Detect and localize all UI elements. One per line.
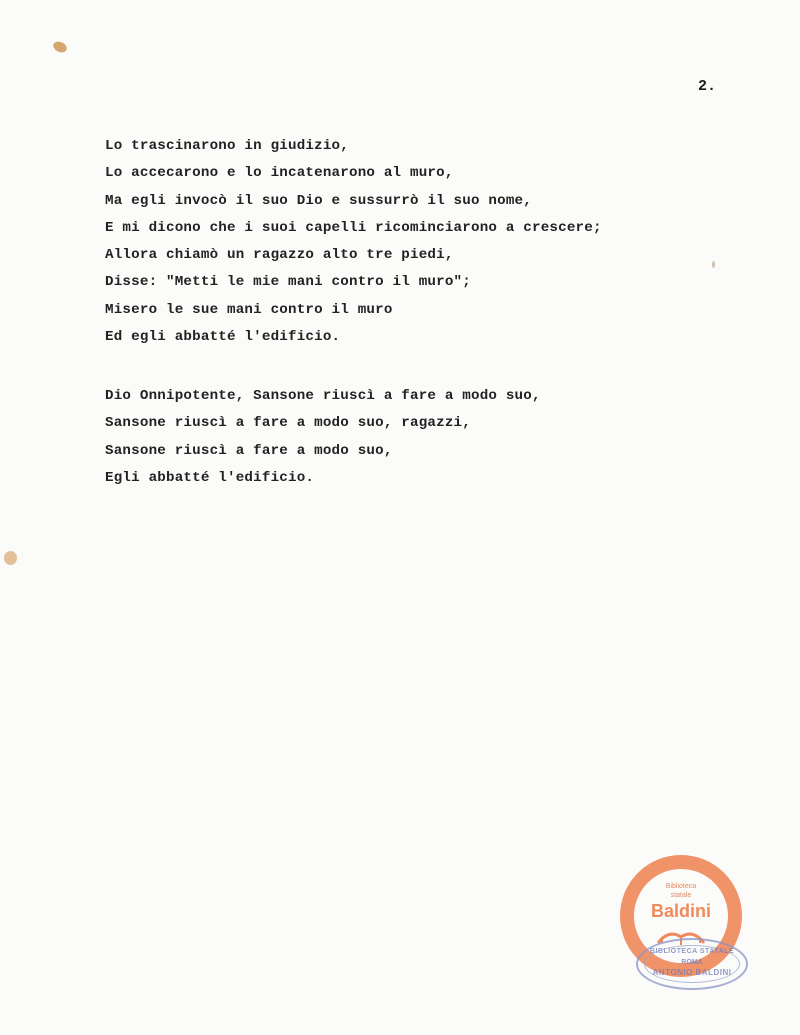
logo-small-text: statale [670,892,692,899]
stamp-top-text: BIBLIOTECA STATALE [649,948,735,955]
verse-line: Ed egli abbatté l'edificio. [105,329,341,346]
stanza-1 [105,133,602,351]
verse-line: Dio Onnipotente, Sansone riuscì a fare a modo suo, [105,388,541,404]
verse-line: Egli abbatté l'edificio. [105,469,315,486]
stanza-2 [105,383,541,492]
verse-line: Disse: "Metti le mie mani contro il muro"; [105,274,471,291]
verse-line: Misero le sue mani contro il muro [105,301,393,318]
stamp-bottom-text: ANTONIO BALDINI [652,968,732,977]
paper-stain [4,551,17,565]
paper-stain [52,40,69,55]
verse-line: Ma egli invocò il suo Dio e sussurrò il suo nome, [105,192,532,209]
verse-line: Sansone riuscì a fare a modo suo, ragazzi, [105,415,471,432]
logo-small-text: Biblioteca [665,883,697,890]
verse-line: Lo accecarono e lo incatenarono al muro, [105,165,454,182]
verse-line: E mi dicono che i suoi capelli ricominciarono a crescere; [105,219,602,236]
library-stamp [636,938,748,990]
page-number: 2. [698,78,717,95]
verse-line: Allora chiamò un ragazzo alto tre piedi, [105,247,454,264]
verse-line: Lo trascinarono in giudizio, [105,138,349,154]
stamp-middle-text: ROMA [681,959,703,966]
paper-speck [712,261,715,268]
verse-line: Sansone riuscì a fare a modo suo, [105,442,393,459]
logo-brand: Baldini [650,901,711,921]
